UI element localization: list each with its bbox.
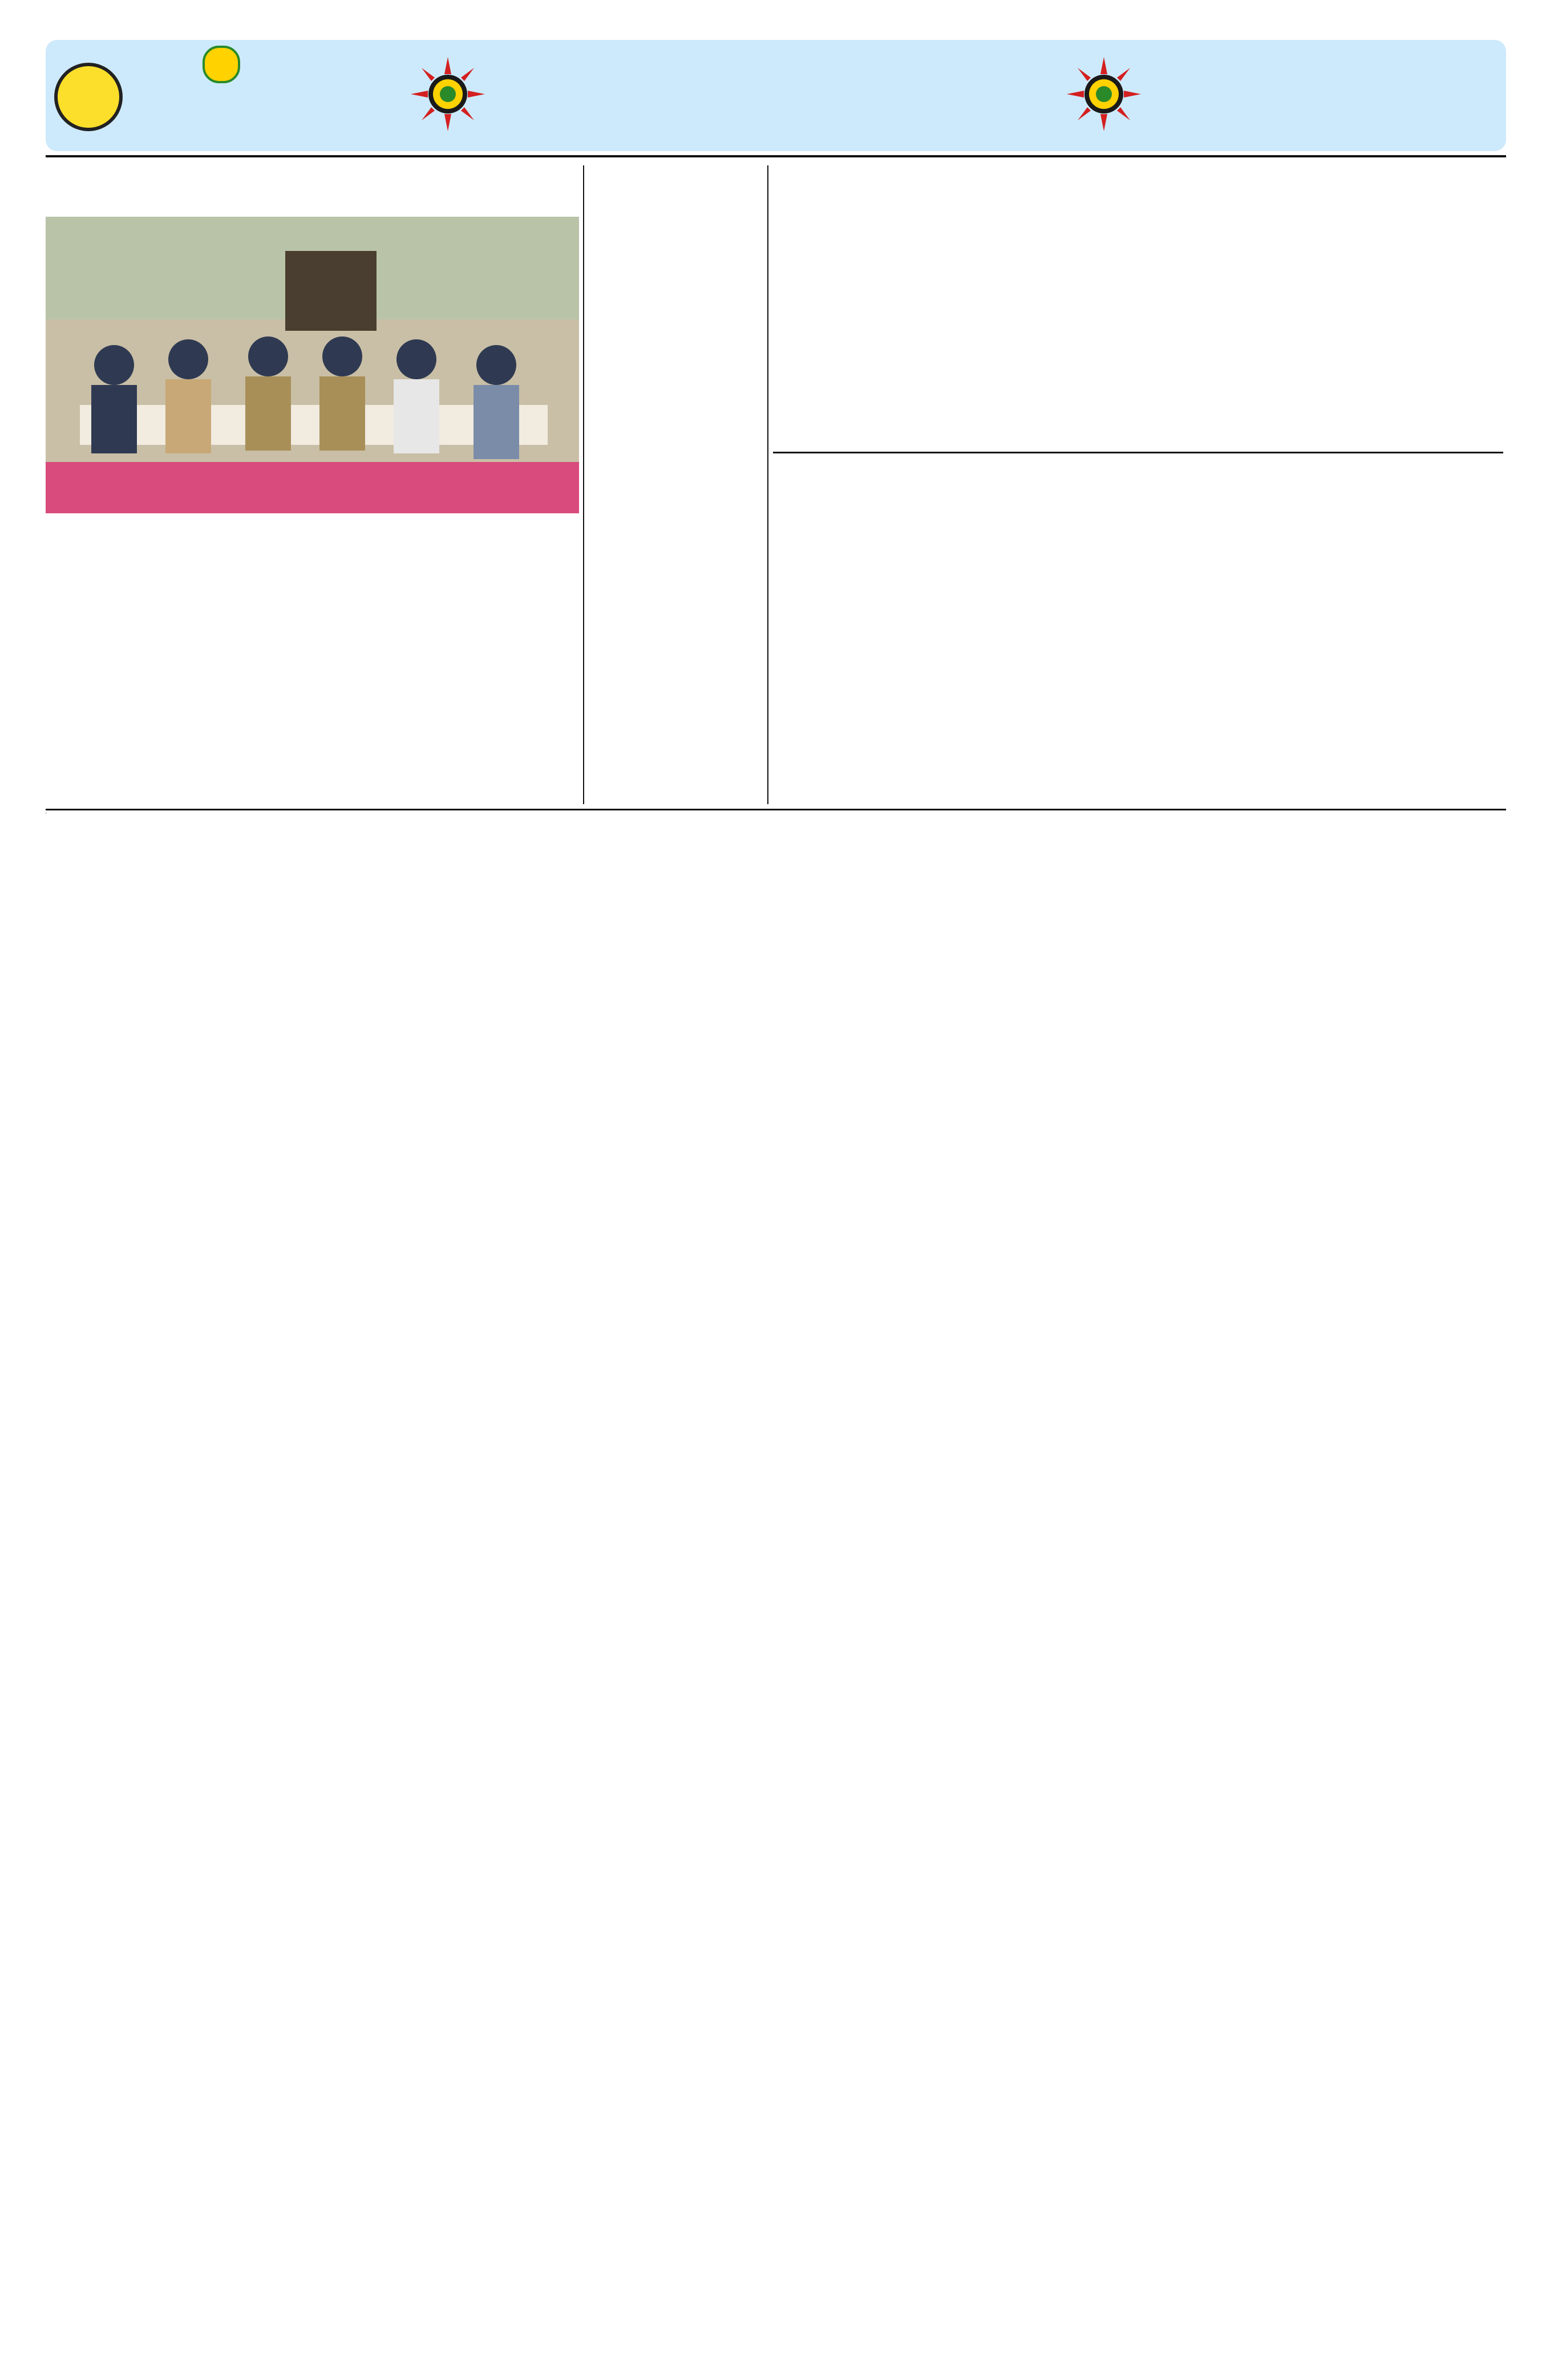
sun-emblem-right-icon bbox=[1067, 57, 1141, 131]
story-body bbox=[773, 522, 1503, 804]
logo-one-badge bbox=[203, 46, 240, 83]
masthead-divider bbox=[46, 155, 1506, 157]
column-rule bbox=[767, 165, 768, 804]
row-divider bbox=[46, 809, 1506, 810]
story-body bbox=[588, 240, 764, 804]
peace-committee-meeting-photo bbox=[46, 217, 579, 513]
page-number-badge bbox=[54, 63, 123, 131]
newspaper-logo bbox=[128, 46, 305, 125]
story-body bbox=[46, 522, 579, 804]
divider bbox=[773, 452, 1503, 453]
column-rule bbox=[583, 165, 584, 804]
story-body bbox=[773, 234, 1503, 445]
sun-emblem-left-icon bbox=[411, 57, 485, 131]
